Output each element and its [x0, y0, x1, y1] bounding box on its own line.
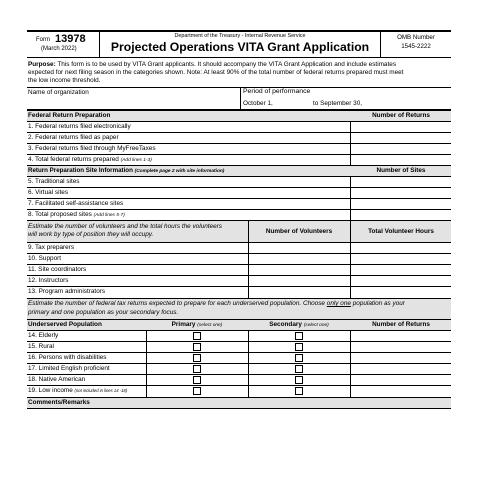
underserved-intro-2: primary and one population as your secondary focus.: [28, 309, 179, 316]
form-title: Projected Operations VITA Grant Application: [110, 40, 370, 54]
comments-textarea[interactable]: [27, 409, 451, 469]
primary-checkbox-lep[interactable]: [193, 365, 201, 373]
period-to: to September 30,: [313, 100, 363, 107]
volunteers-row-11: 11. Site coordinators: [28, 266, 87, 273]
federal-row-1: 1. Federal returns filed electronically: [28, 123, 131, 130]
sites-input-5[interactable]: [351, 177, 451, 187]
underserved-row-15: 15. Rural: [28, 343, 54, 350]
header-bottom-rule: [27, 57, 451, 58]
sites-header: Return Preparation Site Information: [28, 167, 133, 174]
sites-row-7: 7. Facilitated self-assistance sites: [28, 200, 124, 207]
underserved-col-secondary: Secondary: [269, 321, 302, 328]
sites-input-6[interactable]: [351, 188, 451, 198]
volunteers-row-10: 10. Support: [28, 255, 62, 262]
volunteers-row-12: 12. Instructors: [28, 277, 69, 284]
underserved-last-note: (not included in lines 14 -18): [74, 388, 128, 393]
form-label: Form: [36, 37, 50, 43]
underserved-intro-1: [28, 300, 405, 308]
org-name-label: Name of organization: [28, 89, 89, 96]
sites-total-note: (Add lines 5-7): [93, 213, 125, 218]
secondary-checkbox-disabilities[interactable]: [295, 354, 303, 362]
federal-col-returns: Number of Returns: [372, 112, 430, 119]
federal-total-label: 4. Total federal returns prepared: [28, 156, 119, 163]
federal-input-1[interactable]: [351, 122, 451, 132]
underserved-intro-a: Estimate the number of federal tax returns expected to prepare for each underserved population. Choose: [28, 300, 327, 307]
underserved-returns-input-18[interactable]: [351, 375, 451, 385]
underserved-col-secondary-wrap: [249, 321, 349, 330]
federal-input-4[interactable]: [351, 155, 451, 165]
sites-row-8: [28, 211, 125, 220]
underserved-row-18: 18. Native American: [28, 376, 86, 383]
sites-total-label: 8. Total proposed sites: [28, 211, 92, 218]
purpose-text-1: This form is to be used by VITA Grant applicants. It should accompany the VITA Grant Application and include estimates: [57, 61, 397, 68]
volunteers-row-9: 9. Tax preparers: [28, 244, 75, 251]
underserved-col-primary-wrap: [147, 321, 247, 330]
volunteers-hours-input-10[interactable]: [351, 254, 451, 264]
org-period-divider: [240, 87, 241, 110]
sites-input-7[interactable]: [351, 199, 451, 209]
volunteers-hours-input-11[interactable]: [351, 265, 451, 275]
volunteers-count-input-12[interactable]: [249, 276, 349, 286]
volunteers-count-input-13[interactable]: [249, 287, 349, 298]
primary-checkbox-rural[interactable]: [193, 343, 201, 351]
federal-input-2[interactable]: [351, 133, 451, 143]
underserved-intro-em: only one: [326, 300, 351, 307]
underserved-returns-input-16[interactable]: [351, 353, 451, 363]
underserved-col-secondary-note: (select one): [303, 323, 329, 328]
primary-checkbox-elderly[interactable]: [193, 332, 201, 340]
federal-header: Federal Return Preparation: [28, 112, 111, 119]
federal-row-3: 3. Federal returns filed through MyFreeTaxes: [28, 145, 156, 152]
volunteers-hours-input-12[interactable]: [351, 276, 451, 286]
omb-label: OMB Number: [397, 34, 435, 41]
volunteers-col-count: Number of Volunteers: [265, 228, 333, 235]
volunteers-count-input-11[interactable]: [249, 265, 349, 275]
period-from: October 1,: [243, 100, 273, 107]
sites-col: Number of Sites: [376, 167, 426, 174]
purpose-label: Purpose:: [28, 61, 56, 68]
underserved-row-19: [28, 387, 127, 395]
secondary-checkbox-rural[interactable]: [295, 343, 303, 351]
volunteers-row-13: 13. Program administrators: [28, 288, 106, 295]
underserved-returns-input-19[interactable]: [351, 386, 451, 397]
underserved-returns-input-17[interactable]: [351, 364, 451, 374]
underserved-row-16: 16. Persons with disabilities: [28, 354, 107, 361]
secondary-checkbox-native-american[interactable]: [295, 376, 303, 384]
form-number: 13978: [55, 33, 86, 45]
underserved-returns-input-15[interactable]: [351, 342, 451, 352]
period-label: Period of performance: [243, 88, 311, 95]
underserved-intro-b: population as your: [350, 300, 405, 307]
primary-checkbox-low-income[interactable]: [193, 387, 201, 395]
omb-number: 1545-2222: [401, 43, 431, 50]
underserved-col-primary-note: (select one): [197, 323, 223, 328]
purpose-line-2: expected for next filing season in the categories shown. Note: At least 90% of the total number of federal returns prepared must meet: [28, 69, 404, 76]
form-date: (March 2022): [41, 46, 77, 52]
secondary-checkbox-low-income[interactable]: [295, 387, 303, 395]
primary-checkbox-disabilities[interactable]: [193, 354, 201, 362]
underserved-last-label: 19. Low income: [28, 387, 73, 394]
volunteers-count-input-9[interactable]: [249, 243, 349, 253]
sites-header-line: [28, 167, 224, 176]
comments-label: Comments/Remarks: [28, 399, 90, 406]
underserved-returns-input-14[interactable]: [351, 331, 451, 341]
underserved-col-population: Underserved Population: [28, 321, 102, 328]
purpose-line-3: the low income threshold.: [28, 77, 101, 84]
primary-checkbox-native-american[interactable]: [193, 376, 201, 384]
underserved-col-primary: Primary: [171, 321, 196, 328]
sites-input-8[interactable]: [351, 210, 451, 220]
comments-header-bar: [27, 398, 451, 408]
sites-header-note: (Complete page 2 with site information): [134, 169, 225, 174]
volunteers-col-hours: Total Volunteer Hours: [368, 228, 434, 235]
underserved-row-17: 17. Limited English proficient: [28, 365, 110, 372]
volunteers-intro-1: Estimate the number of volunteers and the total hours the volunteers: [28, 223, 222, 230]
agency-line: Department of the Treasury - Internal Revenue Service: [174, 33, 306, 39]
volunteers-hours-input-13[interactable]: [351, 287, 451, 298]
federal-input-3[interactable]: [351, 144, 451, 154]
purpose-line-1: [28, 61, 396, 69]
federal-total-note: (Add lines 1-3): [120, 158, 152, 163]
sites-row-5: 5. Traditional sites: [28, 178, 80, 185]
volunteers-count-input-10[interactable]: [249, 254, 349, 264]
purpose-bottom-rule: [27, 87, 451, 88]
secondary-checkbox-elderly[interactable]: [295, 332, 303, 340]
volunteers-hours-input-9[interactable]: [351, 243, 451, 253]
volunteers-intro-2: will work by type of position they will occupy.: [28, 231, 154, 238]
sites-row-6: 6. Virtual sites: [28, 189, 69, 196]
federal-row-4: [28, 156, 152, 165]
federal-row-2: 2. Federal returns filed as paper: [28, 134, 119, 141]
underserved-row-14: 14. Elderly: [28, 332, 59, 339]
underserved-col-returns: Number of Returns: [372, 321, 430, 328]
secondary-checkbox-lep[interactable]: [295, 365, 303, 373]
